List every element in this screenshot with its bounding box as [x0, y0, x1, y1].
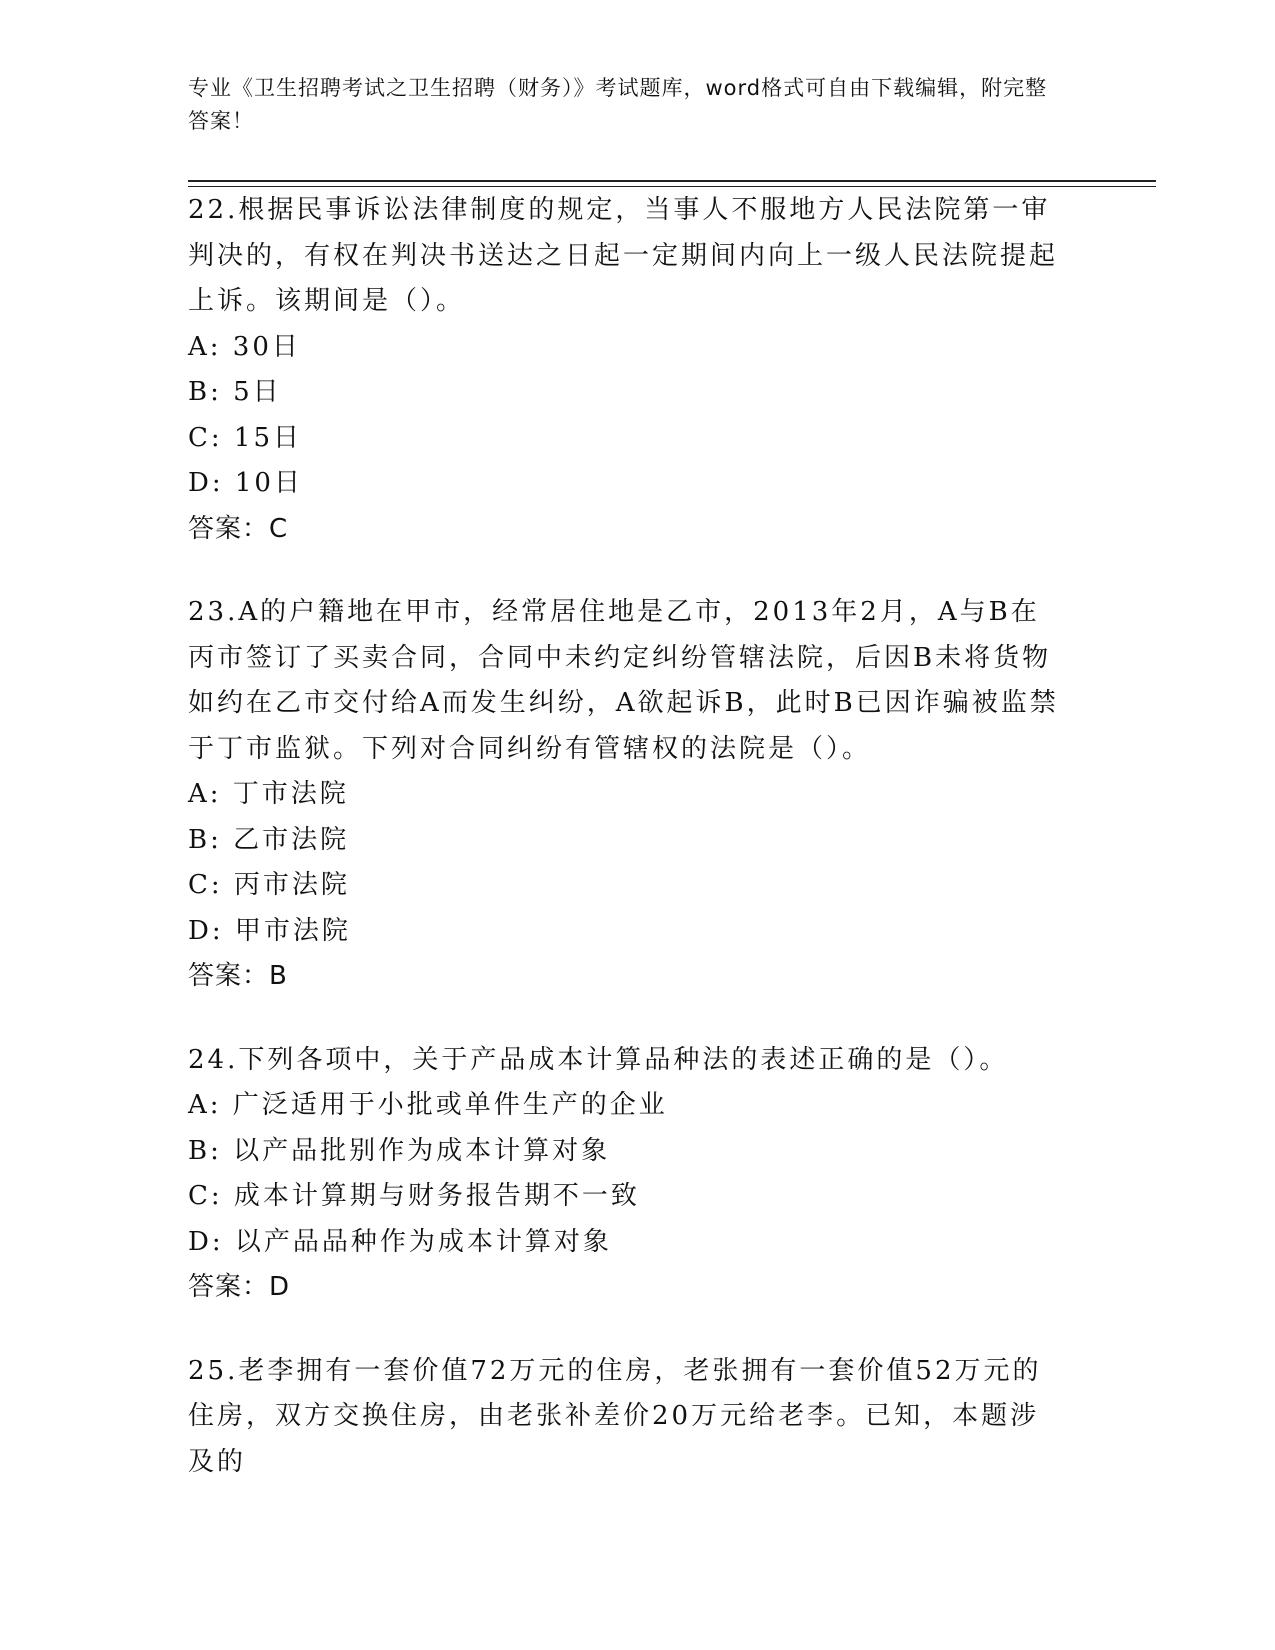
option-b: B: 乙市法院 [188, 824, 350, 855]
question-22 [188, 188, 1068, 552]
answer: 答案：D [188, 1272, 291, 1302]
question-stem: 23.A的户籍地在甲市，经常居住地是乙市，2013年2月，A与B在丙市签订了买卖合同，合同中未约定纠纷管辖法院，后因B未将货物如约在乙市交付给A而发生纠纷，A欲起诉B，此时B已因诈骗被监禁于丁市监狱。下列对合同纠纷有管辖权的法院是（）。 [188, 597, 1059, 764]
question-stem: 25.老李拥有一套价值72万元的住房，老张拥有一套价值52万元的住房，双方交换住房，由老张补差价20万元给老李。已知，本题涉及的 [188, 1355, 1042, 1477]
option-a: A: 30日 [188, 331, 301, 362]
question-stem: 22.根据民事诉讼法律制度的规定，当事人不服地方人民法院第一审判决的，有权在判决书送达之日起一定期间内向上一级人民法院提起上诉。该期间是（）。 [188, 195, 1059, 316]
answer: 答案：C [188, 513, 289, 544]
option-c: C: 丙市法院 [188, 870, 350, 900]
question-24 [188, 1038, 1068, 1311]
option-c: C: 成本计算期与财务报告期不一致 [188, 1181, 640, 1211]
option-a: A: 广泛适用于小批或单件生产的企业 [188, 1090, 668, 1120]
option-c: C: 15日 [188, 422, 303, 453]
option-d: D: 以产品品种作为成本计算对象 [188, 1226, 612, 1257]
document-header: 专业《卫生招聘考试之卫生招聘（财务）》考试题库，word格式可自由下载编辑，附完整答案！ [188, 76, 1048, 133]
answer: 答案：B [188, 961, 288, 991]
question-23 [188, 590, 1068, 1000]
question-stem: 24.下列各项中，关于产品成本计算品种法的表述正确的是（）。 [188, 1044, 1009, 1075]
option-b: B: 以产品批别作为成本计算对象 [188, 1135, 611, 1166]
question-25 [188, 1349, 1068, 1486]
option-d: D: 10日 [188, 468, 303, 498]
header-divider-thin [188, 186, 1156, 187]
question-list [188, 188, 1068, 1523]
option-a: A: 丁市法院 [188, 779, 349, 809]
option-d: D: 甲市法院 [188, 915, 351, 946]
header-divider [188, 180, 1156, 182]
option-b: B: 5日 [188, 377, 282, 407]
